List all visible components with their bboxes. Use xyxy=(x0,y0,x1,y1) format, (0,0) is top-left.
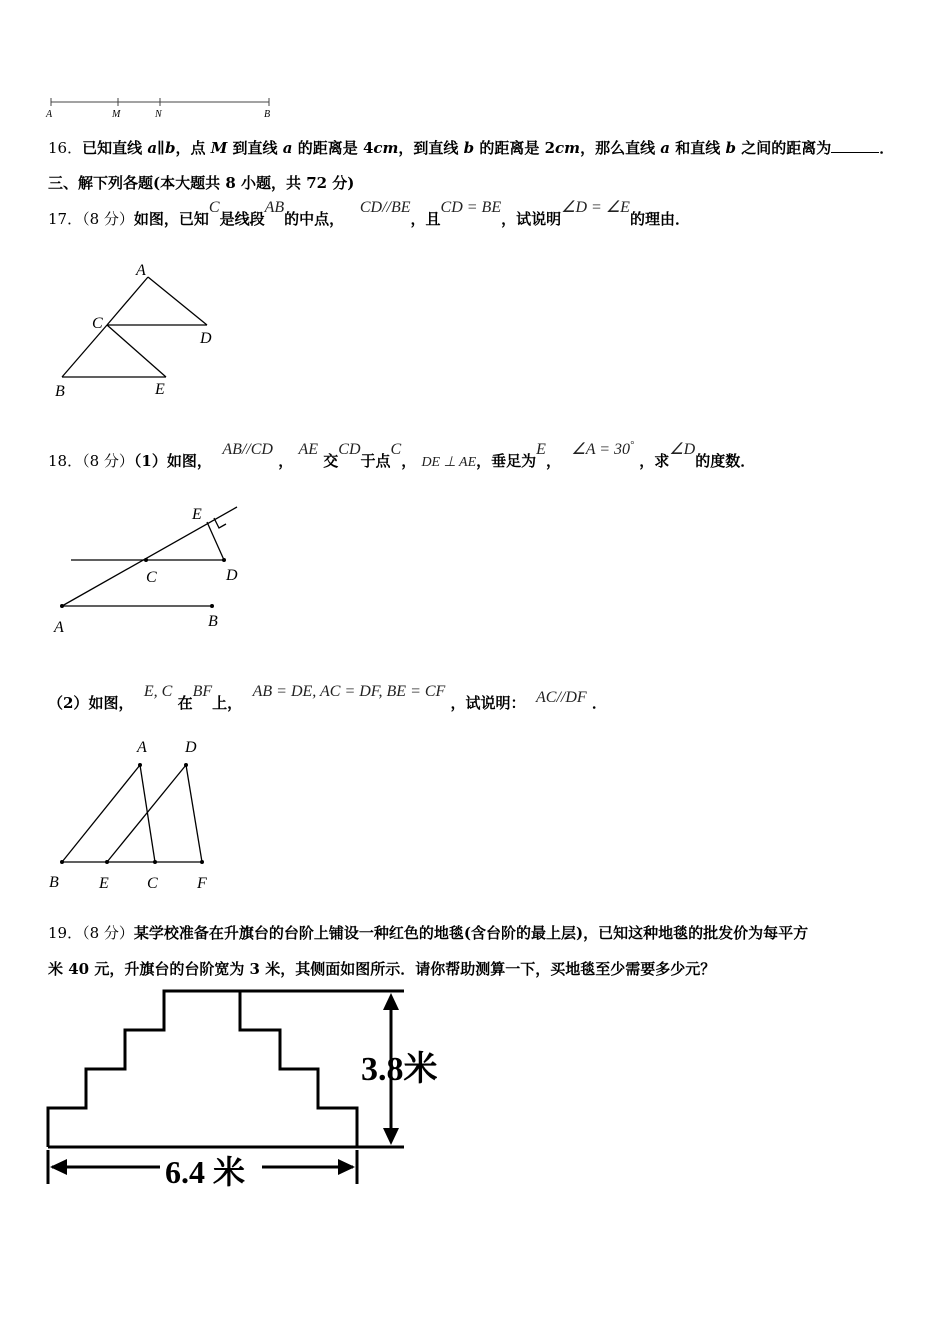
q18-2-label-a: A xyxy=(137,739,147,756)
question-18-part-2: （2）如图， E, C 在BF上， AB = DE, AC = DF, BE = CF ，试说明： AC//DF ． xyxy=(48,683,607,712)
question-17: 17．（8 分）如图，已知C是线段AB的中点， CD//BE，且CD = BE，试说明∠D = ∠E的理由． xyxy=(48,199,690,228)
q18-1-label-d: D xyxy=(226,567,238,584)
ruler-label-b: B xyxy=(264,109,271,120)
q18-2-label-c: C xyxy=(147,875,158,892)
q18-2-label-b: B xyxy=(49,874,59,891)
q16-number: 16． xyxy=(48,139,83,157)
q18-1-label-a: A xyxy=(54,619,64,636)
stairs-width-label: 6.4 米 xyxy=(165,1154,246,1190)
q18-1-label-c: C xyxy=(146,569,157,586)
q18-1-label-b: B xyxy=(208,613,218,630)
ruler-label-m: M xyxy=(112,109,121,120)
q17-label-a: A xyxy=(136,262,146,279)
ruler-label-a: A xyxy=(46,109,53,120)
question-18: 18．（8 分）（1）如图， AB//CD ， AE 交CD于点C， DE ⊥ AE，垂足为E， ∠A = 30° ，求∠D的度数． xyxy=(48,440,756,470)
q17-label-e: E xyxy=(155,381,165,398)
question-19-line-2: 米 40 元，升旗台的台阶宽为 3 米，其侧面如图所示．请你帮助测算一下，买地毯至少需要多少元？ xyxy=(48,960,716,978)
q18-2-label-e: E xyxy=(99,875,109,892)
section-3-title: 三、解下列各题(本大题共 8 小题，共 72 分) xyxy=(48,174,355,192)
q17-label-b: B xyxy=(55,383,65,400)
question-16: 16．已知直线 a∥b，点 M 到直线 a 的距离是 4cm，到直线 b 的距离是 2cm，那么直线 a 和直线 b 之间的距离为 ． xyxy=(48,139,895,157)
stairs-height-label: 3.8米 xyxy=(361,1051,438,1088)
q18-2-label-d: D xyxy=(185,739,197,756)
ruler-label-n: N xyxy=(155,109,162,120)
q17-label-d: D xyxy=(200,330,212,347)
question-19-line-1: 19．（8 分）某学校准备在升旗台的台阶上铺设一种红色的地毯(含台阶的最上层)，已知这种地毯的批发价为每平方 xyxy=(48,924,809,942)
q18-1-label-e: E xyxy=(192,506,202,523)
q18-2-label-f: F xyxy=(197,875,207,892)
q17-label-c: C xyxy=(92,315,103,332)
